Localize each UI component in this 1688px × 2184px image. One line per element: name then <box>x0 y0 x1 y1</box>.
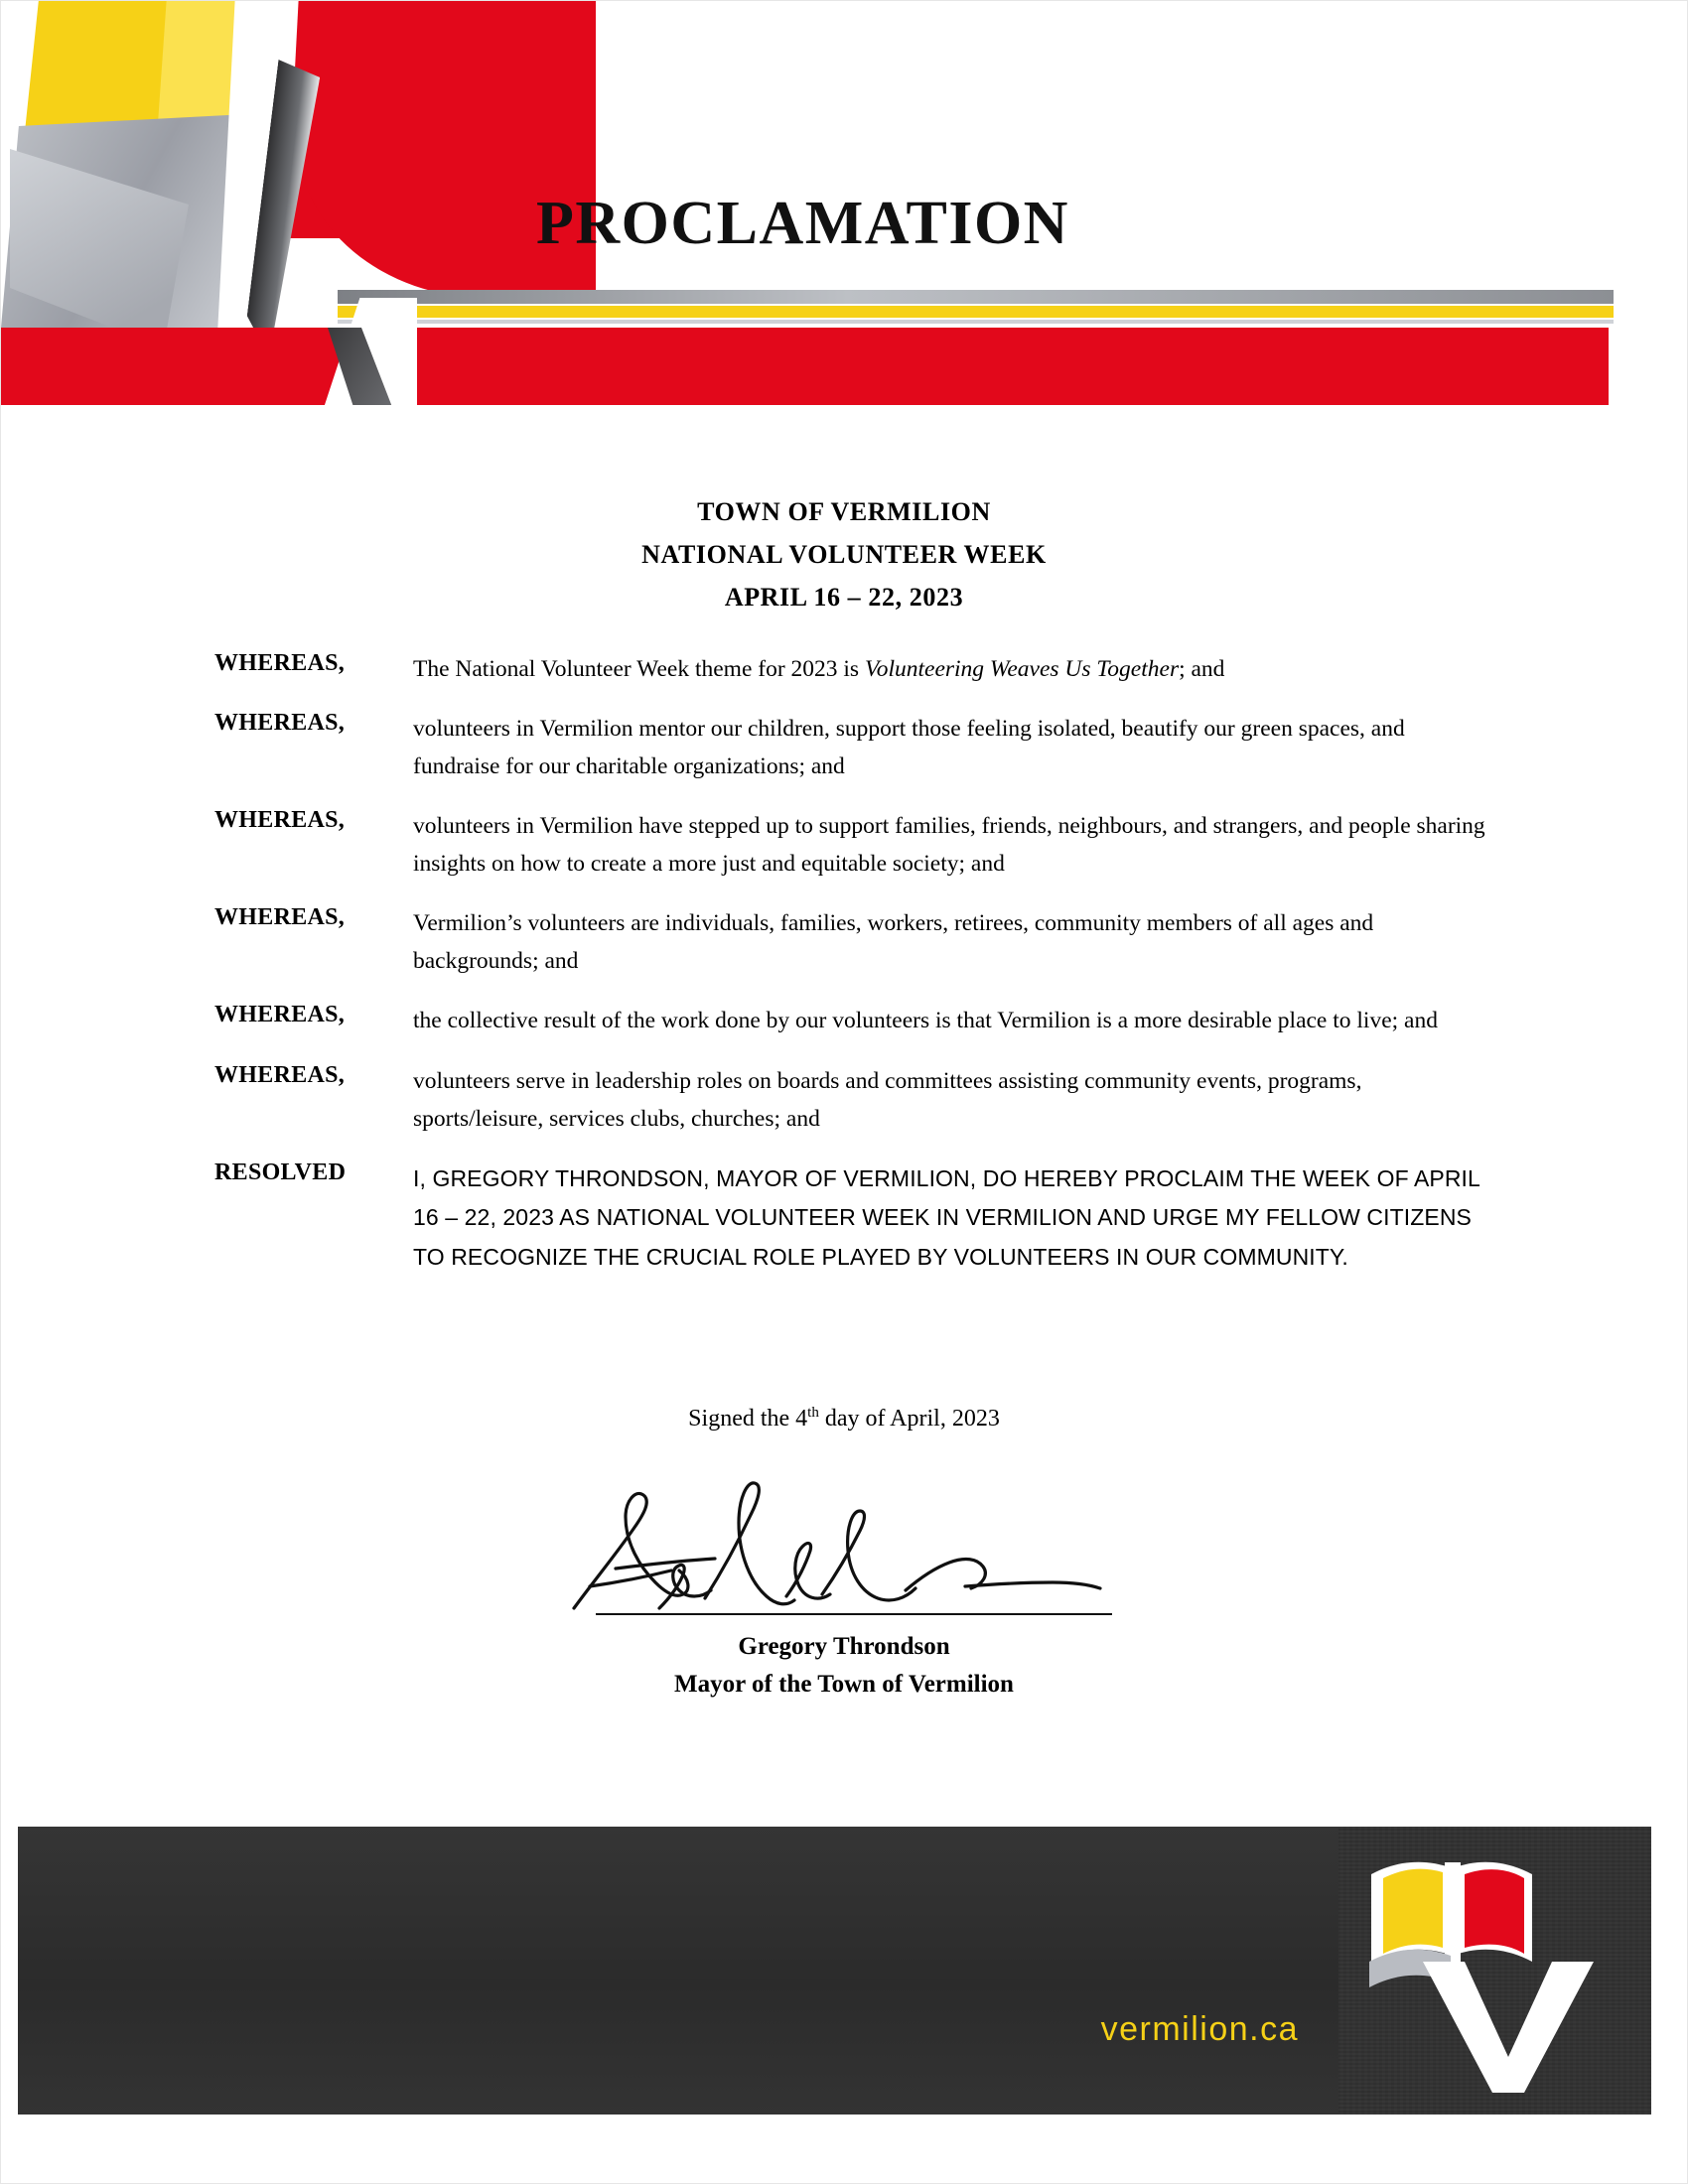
clause-text: the collective result of the work done by our volunteers is that Vermilion is a more desirable place to live; and <box>413 1008 1438 1034</box>
clause-theme-italic: Volunteering Weaves Us Together <box>864 656 1180 682</box>
clause-row <box>0 807 1688 883</box>
header-thin-stripe <box>338 320 1614 324</box>
subject-line: NATIONAL VOLUNTEER WEEK <box>641 539 1047 569</box>
clause-label: WHEREAS, <box>214 710 346 737</box>
clause-text: volunteers in Vermilion have stepped up to support families, friends, neighbours, and strangers, and people sharing insights on how to create a more just and equitable society; and <box>413 813 1485 878</box>
header-yellow-stripe <box>338 306 1614 318</box>
vermilion-flag-v-logo-icon <box>1349 1844 1604 2097</box>
clause-text <box>413 650 1485 688</box>
document-title-block <box>0 491 1688 619</box>
signatory-title: Mayor of the Town of Vermilion <box>674 1671 1014 1698</box>
clause-row <box>0 710 1688 785</box>
clause-text: volunteers in Vermilion mentor our children, support those feeling isolated, beautify our green spaces, and fundraise for our charitable organizations; and <box>413 716 1405 780</box>
header-bottom-spacer <box>0 405 1688 467</box>
header-grey-stripe <box>338 290 1614 304</box>
signed-suffix: day of April, 2023 <box>818 1406 1000 1432</box>
clause-label: WHEREAS, <box>214 807 346 834</box>
clause-text: Vermilion’s volunteers are individuals, families, workers, retirees, community members of all ages and backgrounds; and <box>413 910 1374 975</box>
clause-row <box>0 904 1688 980</box>
signed-date-line <box>0 1405 1688 1433</box>
clause-label: WHEREAS, <box>214 650 346 676</box>
signatory-name: Gregory Throndson <box>738 1633 950 1660</box>
clause-text: I, GREGORY THRONDSON, MAYOR OF VERMILION, DO HEREBY PROCLAIM THE WEEK OF APRIL 16 – 22, 2023 AS NATIONAL VOLUNTEER WEEK IN VERMILION AND URGE MY FELLOW CITIZENS TO RECOGNIZE THE CRUCIAL ROLE PLAYED BY VOLUNTEERS IN OUR COMMUNITY. <box>413 1164 1480 1270</box>
clause-row-resolved <box>0 1160 1688 1278</box>
clause-row <box>0 1062 1688 1138</box>
footer-website-url[interactable]: vermilion.ca <box>1100 2010 1299 2048</box>
header-red-band-left <box>0 328 328 407</box>
clauses-list <box>0 650 1688 1298</box>
clause-row <box>0 1002 1688 1039</box>
clause-label: RESOLVED <box>214 1159 347 1185</box>
clause-label: WHEREAS, <box>214 904 346 931</box>
page-title: PROCLAMATION <box>536 190 1069 257</box>
clause-text: volunteers serve in leadership roles on boards and committees assisting community events, programs, sports/leisure, services clubs, churches; and <box>413 1067 1362 1132</box>
header-banner <box>0 0 1688 467</box>
clause-text-before: The National Volunteer Week theme for 2023 is <box>413 656 865 682</box>
signature-image <box>556 1459 1132 1638</box>
signed-ordinal: th <box>807 1405 819 1421</box>
signature-rule <box>596 1613 1112 1615</box>
clause-row <box>0 650 1688 688</box>
footer-dark-panel <box>18 1827 1338 2115</box>
signed-prefix: Signed the 4 <box>688 1406 808 1432</box>
clause-label: WHEREAS, <box>214 1002 346 1028</box>
org-line: TOWN OF VERMILION <box>697 497 991 526</box>
clause-label: WHEREAS, <box>214 1061 346 1088</box>
clause-text-after: ; and <box>1179 656 1225 682</box>
date-line: APRIL 16 – 22, 2023 <box>724 582 964 612</box>
footer-banner <box>18 1827 1651 2115</box>
